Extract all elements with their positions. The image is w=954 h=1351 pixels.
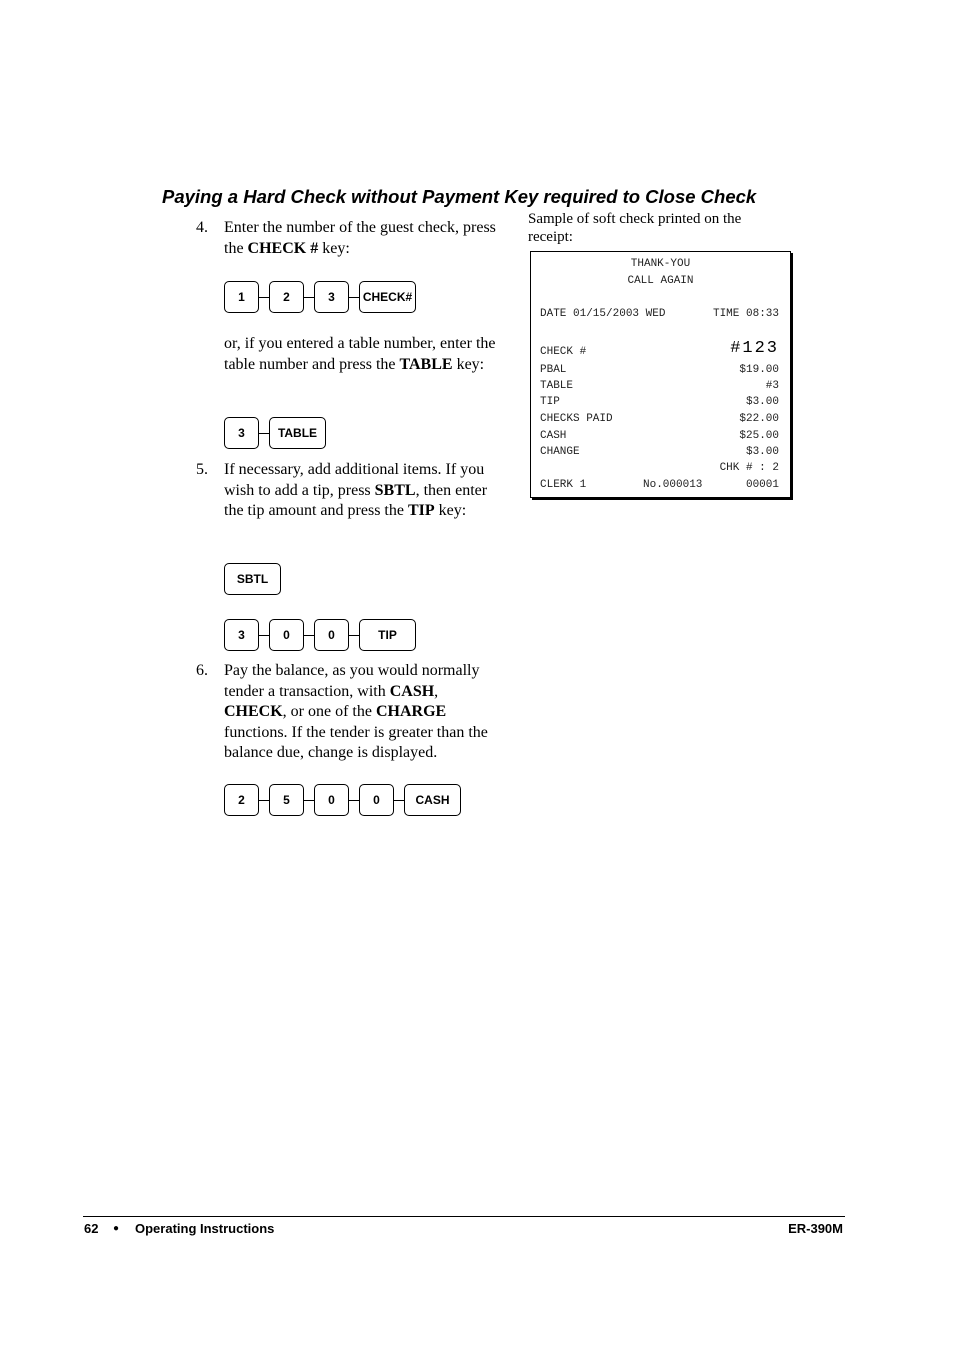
footer-page-number: 62	[84, 1221, 99, 1236]
key-connector	[259, 800, 269, 801]
step-number: 6.	[196, 662, 208, 679]
key-sbtl: SBTL	[224, 563, 281, 595]
key-connector	[259, 297, 269, 298]
receipt-line-value: $19.00	[739, 364, 779, 376]
key-0: 0	[359, 784, 394, 816]
key-2: 2	[269, 281, 304, 313]
receipt-number: No.000013	[643, 479, 703, 491]
step-4-alt-text: or, if you entered a table number, enter the table number and press the TABLE key:	[224, 335, 496, 373]
receipt-chk: CHK # : 2	[719, 462, 779, 474]
receipt-check-number: #123	[730, 339, 779, 358]
receipt-sample	[530, 251, 791, 498]
key-0: 0	[269, 619, 304, 651]
receipt-time: TIME 08:33	[712, 308, 779, 320]
key-sequence-cash	[224, 783, 461, 817]
key-1: 1	[224, 281, 259, 313]
receipt-line-label: CHECKS PAID	[540, 413, 613, 425]
key-table: TABLE	[269, 417, 326, 449]
step-number: 4.	[196, 219, 208, 236]
key-connector	[259, 433, 269, 434]
key-connector	[349, 800, 359, 801]
receipt-line-label: PBAL	[540, 364, 567, 376]
key-connector	[349, 297, 359, 298]
key-connector	[394, 800, 404, 801]
step-text: Enter the number of the guest check, press the CHECK # key:	[224, 219, 496, 257]
step-text: Pay the balance, as you would normally tender a transaction, with CASH, CHECK, or one of the CHARGE functions. If the tender is greater than the balance due, change is displayed.	[224, 662, 488, 761]
receipt-caption: Sample of soft check printed on the receipt:	[528, 211, 742, 245]
receipt-sequence: 00001	[745, 479, 779, 491]
key-sequence-check	[224, 280, 416, 314]
footer-model: ER-390M	[788, 1221, 843, 1236]
key-connector	[304, 635, 314, 636]
key-tip: TIP	[359, 619, 416, 651]
key-5: 5	[269, 784, 304, 816]
key-0: 0	[314, 619, 349, 651]
page-title: Paying a Hard Check without Payment Key required to Close Check	[162, 186, 757, 207]
receipt-line-label: TABLE	[540, 380, 574, 392]
key-sequence-table	[224, 416, 326, 450]
key-2: 2	[224, 784, 259, 816]
receipt-header-thanks: THANK-YOU	[630, 258, 691, 270]
key-sequence-sbtl	[224, 562, 281, 596]
receipt-line-value: $3.00	[745, 396, 779, 408]
key-connector	[304, 800, 314, 801]
receipt-line-label: CHANGE	[540, 446, 580, 458]
receipt-line-value: $22.00	[739, 413, 779, 425]
key-connector	[304, 297, 314, 298]
step-text: If necessary, add additional items. If you wish to add a tip, press SBTL, then enter the tip amount and press the TIP key:	[224, 461, 488, 519]
key-3: 3	[224, 619, 259, 651]
key-0: 0	[314, 784, 349, 816]
key-check: CHECK#	[359, 281, 416, 313]
key-connector	[349, 635, 359, 636]
receipt-line-label: TIP	[540, 396, 560, 408]
key-3: 3	[314, 281, 349, 313]
receipt-line-value: $25.00	[739, 430, 779, 442]
receipt-line-value: $3.00	[745, 446, 779, 458]
key-sequence-tip	[224, 618, 416, 652]
footer-bullet: ●	[113, 1223, 120, 1234]
receipt-check-label: CHECK #	[540, 346, 587, 358]
key-connector	[259, 635, 269, 636]
receipt-line-value: #3	[765, 380, 779, 392]
key-cash: CASH	[404, 784, 461, 816]
step-number: 5.	[196, 461, 208, 478]
footer-section: Operating Instructions	[135, 1221, 275, 1236]
receipt-date: DATE 01/15/2003 WED	[540, 308, 666, 320]
receipt-line-label: CASH	[540, 430, 567, 442]
receipt-clerk: CLERK 1	[540, 479, 587, 491]
footer-divider	[83, 1216, 845, 1217]
receipt-header-call-again: CALL AGAIN	[627, 275, 694, 287]
key-3: 3	[224, 417, 259, 449]
